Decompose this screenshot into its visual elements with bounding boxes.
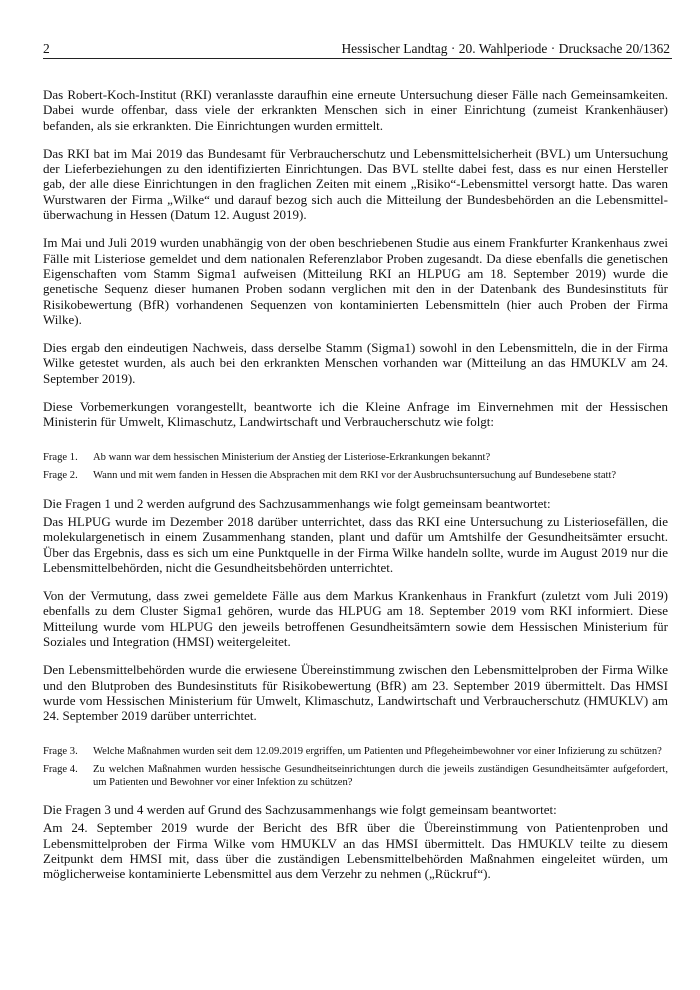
question-text: Welche Maßnahmen wurden seit dem 12.09.2019 ergriffen, um Patienten und Pflegeheimbewohner vor einer Infizierung zu schützen? (93, 745, 662, 757)
paragraph: Von der Vermutung, dass zwei gemeldete Fälle aus dem Markus Krankenhaus in Frankfurt (zuletzt vom Juli 2019) ebenfalls zu dem Cluster Sigma1 gehören, wurde das HLPUG am 18. September 2019 vom RKI informiert. Diese Mitteilung wurde vom HLPUG den jeweils betroffenen Gesundheitsämtern sowie dem Hessischen Ministerium für Soziales und Integration (HMSI) weitergeleitet. (43, 588, 668, 650)
answer-intro: Die Fragen 3 und 4 werden auf Grund des Sachzusammenhangs wie folgt gemeinsam beantwortet: (43, 802, 557, 817)
question-text: Ab wann war dem hessischen Ministerium der Anstieg der Listeriose-Erkrankungen bekannt? (93, 451, 491, 463)
document-body (43, 87, 668, 894)
answer-intro: Die Fragen 1 und 2 werden aufgrund des Sachzusammenhangs wie folgt gemeinsam beantwortet: (43, 495, 551, 511)
page-header (43, 38, 672, 59)
question-label: Frage 3. (43, 745, 78, 757)
question-3 (43, 746, 668, 759)
paragraph: Dies ergab den eindeutigen Nachweis, dass derselbe Stamm (Sigma1) sowohl in den Lebensmitteln, die in der Firma Wilke getestet wurden, als auch bei den erkrankten Menschen vorhanden war (Mitteilung an das HMUKLV am 24. September 2019). (43, 340, 668, 386)
paragraph: Am 24. September 2019 wurde der Bericht des BfR über die Übereinstimmung von Patientenproben und Lebensmittelproben der Firma Wilke vom HMUKLV an das HMSI übermittelt. Das HMUKLV teilte zu diesem Zeitpunkt dem HMSI mit, dass über die zuständigen Lebensmittelbehörden Maßnahmen eingeleitet würden, um möglicherweise kontaminierte Lebensmittel aus dem Verzehr zu nehmen („Rückruf“). (43, 820, 668, 882)
question-text: Zu welchen Maßnahmen wurden hessische Gesundheitseinrichtungen durch die jeweils zuständigen Gesundheitsämter aufgefordert, um Patienten und Bewohner vor einer Infektion zu schützen? (93, 764, 668, 788)
question-1 (43, 452, 668, 465)
page-number: 2 (43, 41, 50, 56)
question-4 (43, 764, 668, 789)
paragraph: Diese Vorbemerkungen vorangestellt, beantworte ich die Kleine Anfrage im Einvernehmen mit der Hessischen Ministerin für Umwelt, Klimaschutz, Landwirtschaft und Verbraucherschutz wie folgt: (43, 399, 668, 430)
paragraph: Das Robert-Koch-Institut (RKI) veranlasste daraufhin eine erneute Untersuchung dieser Fälle nach Gemeinsamkeiten. Dabei wurde offenbar, dass viele der erkrankten Menschen sich in einer Einrichtung (zumeist Krankenhäuser) befanden, als sie erkrankten. Die Einrichtungen wurden ermittelt. (43, 87, 668, 133)
question-label: Frage 1. (43, 451, 78, 463)
question-label: Frage 2. (43, 470, 78, 482)
paragraph: Den Lebensmittelbehörden wurde die erwiesene Übereinstimmung zwischen den Lebensmittelproben der Firma Wilke und den Blutproben des Bundesinstituts für Risikobewertung (BfR) am 23. September 2019 übermittelt. Das HMSI wurde vom Hessischen Ministerium für Umwelt, Klimaschutz, Landwirtschaft und Verbraucherschutz (HMUKLV) am 24. September 2019 darüber unterrichtet. (43, 662, 668, 724)
question-text: Wann und mit wem fanden in Hessen die Absprachen mit dem RKI vor der Ausbruchsuntersuchung auf Bundesebene statt? (93, 470, 617, 482)
paragraph: Das HLPUG wurde im Dezember 2018 darüber unterrichtet, dass das RKI eine Untersuchung zu Listeriosefällen, die molekulargenetisch in einem Zusammenhang standen, plant und dafür um Amtshilfe der Gesundheitsämter ersucht. Über das Ergebnis, dass es sich um eine Punktquelle in der Firma Wilke handeln sollte, wurde im August 2019 nur die Lebensmittelbehörden, nicht die Gesundheitsbehörden unterrichtet. (43, 513, 668, 575)
paragraph: Im Mai und Juli 2019 wurden unabhängig von der oben beschriebenen Studie aus einem Frankfurter Krankenhaus zwei Fälle mit Listeriose gemeldet und dem nationalen Referenzlabor Proben zugesandt. Da diese ebenfalls die genetischen Eigenschaften vom Stamm Sigma1 aufweisen (Mitteilung RKI an HLPUG am 18. September 2019) wurde die genetische Sequenz dieser humanen Proben sodann verglichen mit den in der Datenbank des Bundesinstituts für Risikobewertung (BfR) vorhandenen Sequenzen von kontaminierten Lebensmitteln (hier auch Proben der Firma Wilke). (43, 235, 668, 327)
paragraph: Das RKI bat im Mai 2019 das Bundesamt für Verbraucherschutz und Lebensmittelsicherheit (BVL) um Untersuchung der Lieferbeziehungen zu den identifizierten Einrichtungen. Das BVL stellte dabei fest, dass es nur einen Hersteller gab, der alle diese Einrichtungen in den fraglichen Zeiten mit einem „Risiko“-Lebensmittel versorgt hatte. Das waren Wurstwaren der Firma „Wilke“ und darauf bezog sich auch die Mitteilung der Bundesbehörden an die Lebensmittelüberwachung in Hessen (Datum 12. August 2019). (43, 145, 668, 223)
question-label: Frage 4. (43, 764, 78, 775)
running-head: Hessischer Landtag · 20. Wahlperiode · Drucksache 20/1362 (341, 41, 670, 56)
question-2 (43, 470, 668, 483)
